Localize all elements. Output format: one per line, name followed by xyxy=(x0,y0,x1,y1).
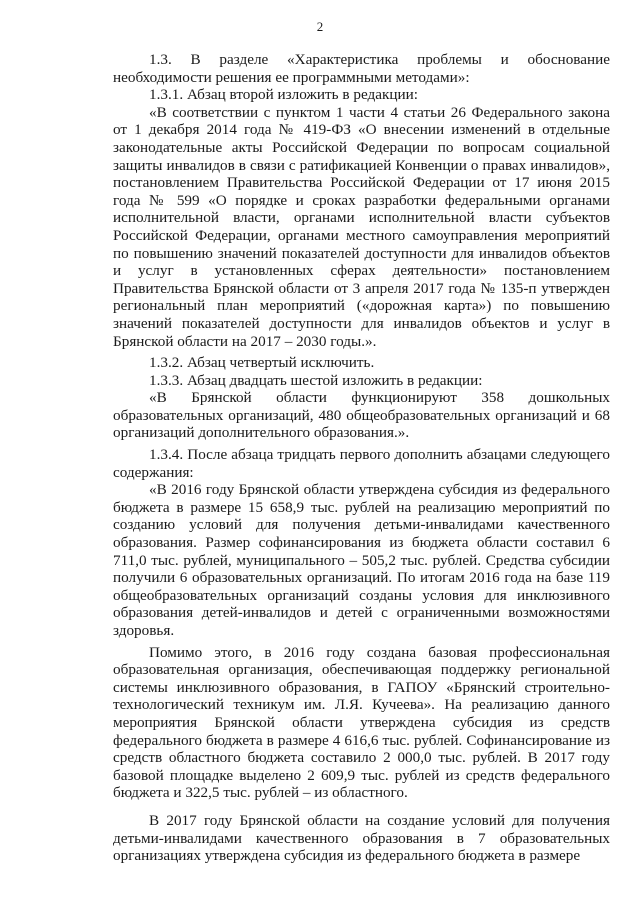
paragraph-section-1-3: 1.3. В разделе «Характеристика проблемы и обоснование необходимости решения ее программными методами»: xyxy=(113,51,610,86)
paragraph-1-3-3: 1.3.3. Абзац двадцать шестой изложить в редакции: xyxy=(149,371,483,389)
paragraph-quoted-subsidy-2016: «В 2016 году Брянской области утверждена субсидия из федерального бюджета в размере 15 658,9 тыс. рублей на реализацию мероприятий по созданию условий для получения детьми-инвалидами качественного образования. Размер софинансирования из бюджета области составил 6 711,0 тыс. рублей, муниципального – 505,2 тыс. рублей. Средства субсидии получили 6 образовательных организаций. По итогам 2016 года на базе 119 общеобразовательных организаций созданы условия для инклюзивного образования детей-инвалидов и детей с ограниченными возможностями здоровья. xyxy=(113,481,610,639)
page-number: 2 xyxy=(316,19,324,34)
paragraph-base-organization: Помимо этого, в 2016 году создана базовая профессиональная образовательная организация, обеспечивающая поддержку региональной системы инклюзивного образования, в ГАПОУ «Брянский строительно-технологический техникум им. Л.Я. Кучеева». На реализацию данного мероприятия Брянской области утверждена субсидия из средств федерального бюджета в размере 4 616,6 тыс. рублей. Софинансирование из средств областного бюджета составило 2 000,0 тыс. рублей. В 2017 году базовой площадке выделено 2 609,9 тыс. рублей из средств федерального бюджета и 322,5 тыс. рублей – из областного. xyxy=(113,643,610,802)
document-body xyxy=(113,51,610,865)
paragraph-1-3-2: 1.3.2. Абзац четвертый исключить. xyxy=(149,354,375,372)
paragraph-quoted-organizations: «В Брянской области функционируют 358 дошкольных образовательных организаций, 480 общеобразовательных организаций и 68 организаций дополнительного образования.». xyxy=(113,389,610,442)
paragraph-1-3-4: 1.3.4. После абзаца тридцать первого дополнить абзацами следующего содержания: xyxy=(113,446,610,481)
paragraph-1-3-1: 1.3.1. Абзац второй изложить в редакции: xyxy=(149,86,418,104)
paragraph-subsidy-2017: В 2017 году Брянской области на создание условий для получения детьми-инвалидами качественного образования в 7 образовательных организациях утверждена субсидия из федерального бюджета в размере xyxy=(113,811,610,865)
paragraph-quoted-accessibility: «В соответствии с пунктом 1 части 4 статьи 26 Федерального закона от 1 декабря 2014 года № 419-ФЗ «О внесении изменений в отдельные законодательные акты Российской Федерации по вопросам социальной защиты инвалидов в связи с ратификацией Конвенции о правах инвалидов», постановлением Правительства Российской Федерации от 17 июня 2015 года № 599 «О порядке и сроках разработки федеральными органами исполнительной власти, органами исполнительной власти субъектов Российской Федерации, органами местного самоуправления мероприятий по повышению значений показателей доступности для инвалидов объектов и услуг в установленных сферах деятельности» постановлением Правительства Брянской области от 3 апреля 2017 года № 135-п утвержден региональный план мероприятий («дорожная карта») по повышению значений показателей доступности для инвалидов объектов и услуг в Брянской области на 2017 – 2030 годы.». xyxy=(113,103,610,350)
